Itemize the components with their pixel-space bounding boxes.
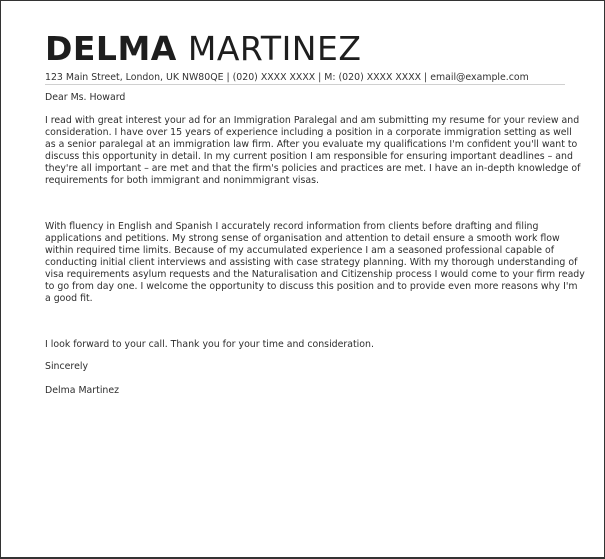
- contact-line: 123 Main Street, London, UK NW80QE | (020) XXXX XXXX | M: (020) XXXX XXXX | email@example.com: [45, 72, 529, 83]
- sender-name: [45, 30, 585, 68]
- signature-name: Delma Martinez: [45, 385, 120, 396]
- salutation: Dear Ms. Howard: [45, 92, 126, 103]
- closing: Sincerely: [45, 361, 88, 372]
- paragraph-2: With fluency in English and Spanish I accurately record information from clients before drafting and filing applications and petitions. My strong sense of organisation and attention to detail ensure a smooth work flow within required time limits. Because of my accumulated experience I am a seasoned professional capable of conducting initial client interviews and assisting with case strategy planning. With my thorough understanding of visa requirements asylum requests and the Naturalisation and Citizenship process I would come to your firm ready to go from day one. I welcome the opportunity to discuss this position and to provide even more reasons why I'm a good fit.: [45, 221, 585, 304]
- paragraph-1: I read with great interest your ad for an Immigration Paralegal and am submitting my resume for your review and consideration. I have over 15 years of experience including a position in a corporate immigration setting as well as a senior paralegal at an immigration law firm. After you evaluate my qualifications I'm confident you'll want to discuss this opportunity in detail. In my current position I am responsible for ensuring important deadlines – and they're all important – are met and that the firm's policies and practices are met. I have an in-depth knowledge of requirements for both immigrant and nonimmigrant visas.: [45, 115, 581, 186]
- paragraph-3: I look forward to your call. Thank you for your time and consideration.: [45, 339, 374, 350]
- sender-first-name: DELMA: [45, 29, 177, 68]
- sender-last-name: MARTINEZ: [187, 29, 362, 68]
- header-divider: [45, 84, 565, 85]
- letter-body: [45, 92, 585, 397]
- letter-header: [45, 30, 585, 84]
